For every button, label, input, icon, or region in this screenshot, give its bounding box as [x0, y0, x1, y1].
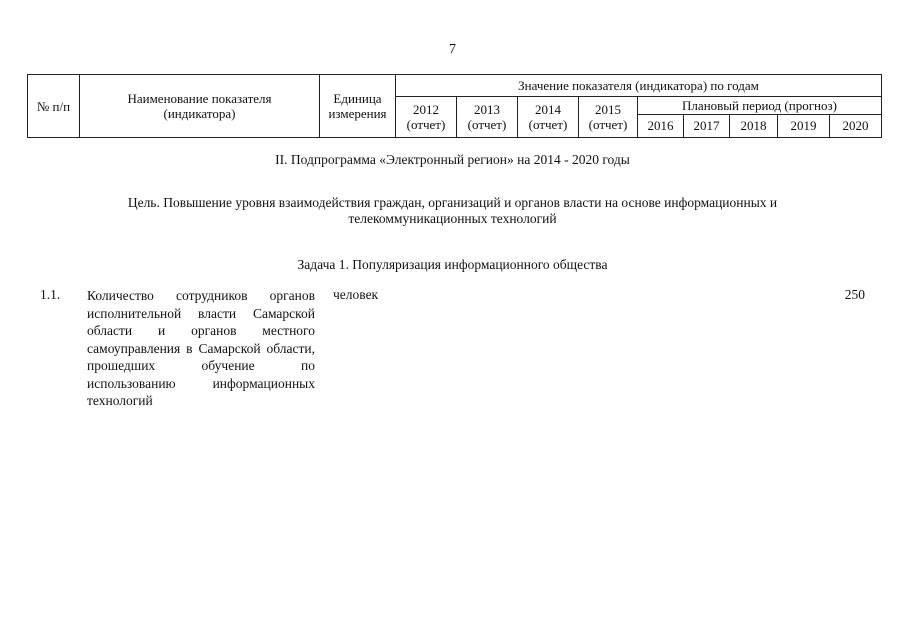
- header-year-2014: 2014 (отчет): [518, 97, 579, 138]
- header-unit: Единица измерения: [320, 75, 396, 138]
- header-year-2015: 2015 (отчет): [579, 97, 638, 138]
- task-title: Задача 1. Популяризация информационного общества: [297, 257, 608, 272]
- header-year-2017: 2017: [684, 114, 730, 137]
- header-year-2018: 2018: [730, 114, 778, 137]
- indicator-table-header: [27, 74, 882, 138]
- row-number: 1.1.: [40, 287, 61, 302]
- header-year-2020: 2020: [830, 114, 882, 137]
- header-year-2016: 2016: [638, 114, 684, 137]
- page-number: 7: [449, 42, 456, 57]
- row-unit: человек: [333, 287, 379, 302]
- header-year-2013: 2013 (отчет): [457, 97, 518, 138]
- row-indicator-name: Количество сотрудников органов исполнительной власти Самарской области и органов местного самоуправления в Самарской области, прошедших обучение по использованию информационных технологий: [87, 288, 315, 408]
- header-year-2019: 2019: [778, 114, 830, 137]
- header-values-by-year: Значение показателя (индикатора) по годам: [396, 75, 882, 97]
- header-number: № п/п: [28, 75, 80, 138]
- section-title: II. Подпрограмма «Электронный регион» на 2014 - 2020 годы: [275, 152, 630, 167]
- header-planned-period: Плановый период (прогноз): [638, 97, 882, 115]
- goal-text: Цель. Повышение уровня взаимодействия граждан, организаций и органов власти на основе информационных и телекоммуникационных технологий: [127, 195, 778, 226]
- header-year-2012: 2012 (отчет): [396, 97, 457, 138]
- header-indicator-name: Наименование показателя (индикатора): [80, 75, 320, 138]
- row-value: 250: [844, 287, 865, 302]
